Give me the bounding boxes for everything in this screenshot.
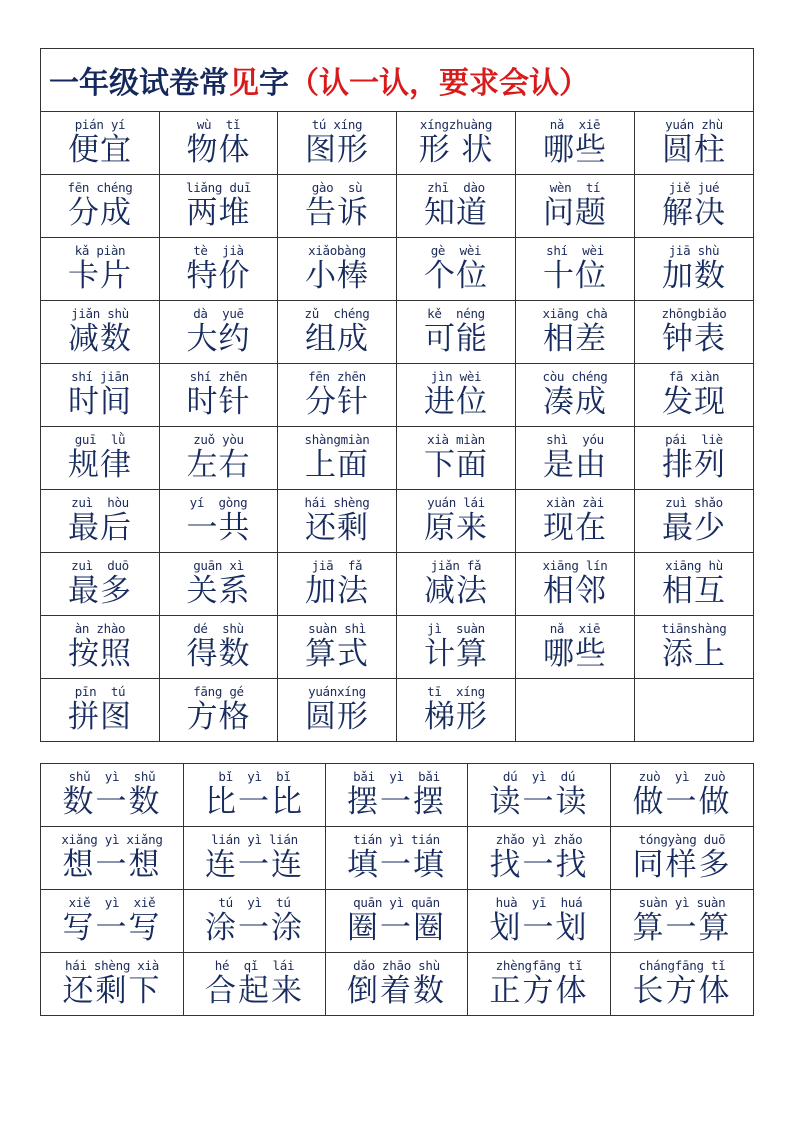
- pinyin-label: zuì duō: [71, 558, 129, 573]
- table-row: [41, 175, 754, 238]
- hanzi-word: 可能: [424, 321, 488, 357]
- table-row: [41, 827, 754, 890]
- pinyin-label: zuì shǎo: [665, 495, 723, 510]
- word-cell: [41, 616, 160, 679]
- hanzi-word: 数一数: [62, 784, 162, 820]
- word-cell: [635, 238, 754, 301]
- hanzi-word: 一共: [186, 510, 251, 546]
- hanzi-word: 关系: [186, 573, 251, 609]
- word-cell: [278, 553, 397, 616]
- pinyin-label: àn zhào: [74, 621, 126, 636]
- pinyin-label: wèn tí: [549, 180, 601, 195]
- hanzi-word: 哪些: [543, 636, 607, 672]
- pinyin-label: guān xì: [193, 558, 244, 573]
- word-cell: [397, 175, 516, 238]
- hanzi-word: 倒着数: [347, 973, 446, 1009]
- word-cell: [397, 301, 516, 364]
- pinyin-label: hé qǐ lái: [214, 958, 295, 973]
- word-cell: [41, 301, 160, 364]
- pinyin-label: xiàn zài: [546, 495, 604, 510]
- pinyin-label: shí zhēn: [189, 369, 248, 384]
- pinyin-label: xià miàn: [427, 432, 485, 447]
- hanzi-word: 凑成: [543, 384, 607, 420]
- pinyin-label: shí jiān: [71, 369, 129, 384]
- pinyin-label: jiā fǎ: [311, 558, 363, 573]
- word-cell: [516, 175, 635, 238]
- hanzi-word: 合起来: [205, 973, 304, 1009]
- word-cell: [160, 427, 278, 490]
- hanzi-word: 读一读: [489, 784, 589, 820]
- hanzi-word: 最多: [68, 573, 132, 609]
- word-cell: [397, 553, 516, 616]
- pinyin-label: gè wèi: [430, 243, 482, 258]
- pinyin-label: tiānshàng: [661, 621, 727, 636]
- hanzi-word: 特价: [186, 258, 251, 294]
- word-cell: [278, 112, 397, 175]
- pinyin-label: zhōngbiǎo: [661, 306, 727, 321]
- hanzi-word: 涂一涂: [205, 910, 304, 946]
- hanzi-word: 两堆: [186, 195, 251, 231]
- word-cell: [516, 364, 635, 427]
- pinyin-label: kǎ piàn: [74, 243, 126, 258]
- word-cell: [516, 112, 635, 175]
- title-part-3: 字: [259, 66, 289, 101]
- word-cell: [41, 553, 160, 616]
- word-cell: [635, 301, 754, 364]
- word-cell: [397, 679, 516, 742]
- hanzi-word: 减法: [424, 573, 488, 609]
- word-cell: [160, 490, 278, 553]
- pinyin-label: tè jià: [193, 243, 244, 258]
- pinyin-label: hái shèng xià: [65, 958, 159, 973]
- hanzi-word: 添上: [662, 636, 726, 672]
- vocabulary-table-two-char: [40, 48, 754, 742]
- hanzi-word: 卡片: [68, 258, 132, 294]
- word-cell: [468, 827, 611, 890]
- word-cell: [635, 427, 754, 490]
- hanzi-word: 减数: [68, 321, 132, 357]
- word-cell: [468, 890, 611, 953]
- word-cell: [635, 490, 754, 553]
- pinyin-label: zhǎo yì zhǎo: [495, 832, 583, 847]
- word-cell: [278, 679, 397, 742]
- hanzi-word: 相邻: [543, 573, 607, 609]
- word-cell: [41, 679, 160, 742]
- pinyin-label: quān yì quān: [353, 895, 440, 910]
- vocabulary-table-three-char: [40, 763, 754, 1016]
- hanzi-word: 原来: [424, 510, 488, 546]
- hanzi-word: 圆形: [305, 699, 369, 735]
- hanzi-word: 哪些: [543, 132, 607, 168]
- hanzi-word: 算式: [305, 636, 369, 672]
- hanzi-word: 小棒: [305, 258, 369, 294]
- word-cell: [160, 175, 278, 238]
- pinyin-label: yí gòng: [189, 495, 248, 510]
- hanzi-word: 最少: [662, 510, 726, 546]
- hanzi-word: 问题: [543, 195, 607, 231]
- word-cell: [184, 764, 326, 827]
- pinyin-label: jiā shù: [668, 243, 720, 258]
- hanzi-word: 圆柱: [662, 132, 726, 168]
- hanzi-word: 计算: [424, 636, 488, 672]
- word-cell: [516, 553, 635, 616]
- table-row: [41, 616, 754, 679]
- hanzi-word: 相互: [662, 573, 726, 609]
- pinyin-label: xiǎobàng: [308, 243, 366, 258]
- word-cell: [41, 890, 184, 953]
- pinyin-label: xíngzhuàng: [419, 117, 493, 132]
- hanzi-word: 长方体: [632, 973, 732, 1009]
- pinyin-label: shàngmiàn: [304, 432, 370, 447]
- pinyin-label: nǎ xiē: [549, 621, 601, 636]
- hanzi-word: 加法: [305, 573, 369, 609]
- word-cell: [278, 175, 397, 238]
- word-cell: [41, 112, 160, 175]
- hanzi-word: 划一划: [489, 910, 589, 946]
- word-cell: [41, 364, 160, 427]
- pinyin-label: zuì hòu: [71, 495, 129, 510]
- hanzi-word: 同样多: [632, 847, 732, 883]
- hanzi-word: 填一填: [347, 847, 446, 883]
- word-cell: [160, 301, 278, 364]
- word-cell: [41, 175, 160, 238]
- hanzi-word: 最后: [68, 510, 132, 546]
- pinyin-label: tī xíng: [427, 684, 485, 699]
- hanzi-word: 还剩: [305, 510, 369, 546]
- pinyin-label: xiāng lín: [542, 558, 608, 573]
- hanzi-word: 左右: [186, 447, 251, 483]
- hanzi-word: 图形: [305, 132, 369, 168]
- title-part-2: 见: [229, 66, 259, 101]
- hanzi-word: 解决: [662, 195, 726, 231]
- word-cell: [516, 238, 635, 301]
- table-row: [41, 112, 754, 175]
- hanzi-word: 钟表: [662, 321, 726, 357]
- word-cell: [326, 764, 468, 827]
- pinyin-label: fāng gé: [193, 684, 244, 699]
- word-cell: [184, 890, 326, 953]
- word-cell: [635, 364, 754, 427]
- table-row: [41, 364, 754, 427]
- pinyin-label: shǔ yì shǔ: [68, 769, 156, 784]
- word-cell: [397, 616, 516, 679]
- pinyin-label: xiāng hù: [665, 558, 723, 573]
- hanzi-word: 发现: [662, 384, 726, 420]
- hanzi-word: 时针: [186, 384, 251, 420]
- pinyin-label: zuǒ yòu: [193, 432, 244, 447]
- word-cell: [326, 890, 468, 953]
- hanzi-word: 分针: [305, 384, 369, 420]
- hanzi-word: 得数: [186, 636, 251, 672]
- pinyin-label: bǎi yì bǎi: [353, 769, 440, 784]
- pinyin-label: dú yì dú: [502, 769, 576, 784]
- pinyin-label: chángfāng tǐ: [638, 958, 726, 973]
- hanzi-word: 还剩下: [62, 973, 162, 1009]
- word-cell: [184, 827, 326, 890]
- hanzi-word: 算一算: [632, 910, 732, 946]
- hanzi-word: 做一做: [632, 784, 732, 820]
- pinyin-label: guī lǜ: [74, 432, 126, 447]
- pinyin-label: yuán zhù: [665, 117, 723, 132]
- hanzi-word: 写一写: [62, 910, 162, 946]
- word-cell: [160, 238, 278, 301]
- hanzi-word: 现在: [543, 510, 607, 546]
- pinyin-label: jì suàn: [427, 621, 485, 636]
- word-cell: [278, 364, 397, 427]
- word-cell: [278, 427, 397, 490]
- word-cell: [160, 616, 278, 679]
- hanzi-word: 排列: [662, 447, 726, 483]
- hanzi-word: 正方体: [489, 973, 589, 1009]
- pinyin-label: suàn shì: [308, 621, 366, 636]
- hanzi-word: 告诉: [305, 195, 369, 231]
- pinyin-label: zǔ chéng: [304, 306, 370, 321]
- hanzi-word: 分成: [68, 195, 132, 231]
- word-cell: [278, 490, 397, 553]
- pinyin-label: tú xíng: [311, 117, 363, 132]
- hanzi-word: 连一连: [205, 847, 304, 883]
- pinyin-label: bǐ yì bǐ: [218, 769, 291, 784]
- pinyin-label: hái shèng: [304, 495, 370, 510]
- word-cell: [326, 827, 468, 890]
- hanzi-word: 相差: [543, 321, 607, 357]
- pinyin-label: kě néng: [427, 306, 485, 321]
- pinyin-label: suàn yì suàn: [638, 895, 726, 910]
- table-row: [41, 890, 754, 953]
- hanzi-word: 按照: [68, 636, 132, 672]
- hanzi-word: 梯形: [424, 699, 488, 735]
- pinyin-label: huà yī huá: [495, 895, 583, 910]
- pinyin-label: jìn wèi: [430, 369, 482, 384]
- word-cell: [278, 301, 397, 364]
- hanzi-word: 组成: [305, 321, 369, 357]
- word-cell: [160, 112, 278, 175]
- word-cell: [468, 764, 611, 827]
- word-cell: [611, 827, 754, 890]
- hanzi-word: 便宜: [68, 132, 132, 168]
- word-cell: [516, 490, 635, 553]
- pinyin-label: xiāng chà: [542, 306, 608, 321]
- pinyin-label: yuán lái: [427, 495, 485, 510]
- hanzi-word: 知道: [424, 195, 488, 231]
- hanzi-word: 物体: [186, 132, 251, 168]
- title-instruction: （认一认，要求会认）: [289, 66, 589, 101]
- pinyin-label: pái liè: [665, 432, 723, 447]
- pinyin-label: xiě yì xiě: [68, 895, 156, 910]
- hanzi-word: 个位: [424, 258, 488, 294]
- word-cell: [160, 364, 278, 427]
- word-cell: [41, 427, 160, 490]
- word-cell: [635, 679, 754, 742]
- hanzi-word: 方格: [186, 699, 251, 735]
- pinyin-label: dǎo zhāo shù: [353, 958, 440, 973]
- word-cell: [326, 953, 468, 1016]
- hanzi-word: 下面: [424, 447, 488, 483]
- word-cell: [611, 953, 754, 1016]
- table-row: [41, 427, 754, 490]
- word-cell: [468, 953, 611, 1016]
- table-row: [41, 490, 754, 553]
- pinyin-label: jiǎn shù: [71, 306, 129, 321]
- word-cell: [397, 364, 516, 427]
- word-cell: [611, 890, 754, 953]
- hanzi-word: 加数: [662, 258, 726, 294]
- hanzi-word: 进位: [424, 384, 488, 420]
- pinyin-label: nǎ xiē: [549, 117, 601, 132]
- pinyin-label: tián yì tián: [353, 832, 440, 847]
- word-cell: [635, 175, 754, 238]
- table2-body: [41, 764, 754, 1016]
- pinyin-label: xiǎng yì xiǎng: [61, 832, 163, 847]
- table1-body: [41, 112, 754, 742]
- word-cell: [41, 953, 184, 1016]
- hanzi-word: 摆一摆: [347, 784, 446, 820]
- pinyin-label: wù tǐ: [196, 117, 241, 132]
- word-cell: [635, 553, 754, 616]
- pinyin-label: jiě jué: [668, 180, 720, 195]
- pinyin-label: zuò yì zuò: [638, 769, 726, 784]
- title-row: [41, 49, 754, 112]
- hanzi-word: 大约: [186, 321, 251, 357]
- table-row: [41, 301, 754, 364]
- table-row: [41, 553, 754, 616]
- hanzi-word: 形 状: [418, 132, 494, 168]
- pinyin-label: còu chéng: [542, 369, 608, 384]
- title-part-1: 一年级试卷常: [49, 66, 229, 101]
- table-row: [41, 679, 754, 742]
- word-cell: [184, 953, 326, 1016]
- word-cell: [516, 616, 635, 679]
- pinyin-label: dé shù: [193, 621, 244, 636]
- table-row: [41, 764, 754, 827]
- pinyin-label: tóngyàng duō: [638, 832, 726, 847]
- hanzi-word: 比一比: [205, 784, 304, 820]
- hanzi-word: 找一找: [489, 847, 589, 883]
- word-cell: [635, 112, 754, 175]
- pinyin-label: pīn tú: [74, 684, 126, 699]
- hanzi-word: 十位: [543, 258, 607, 294]
- word-cell: [516, 427, 635, 490]
- pinyin-label: jiǎn fǎ: [430, 558, 482, 573]
- pinyin-label: shì yóu: [546, 432, 604, 447]
- word-cell: [516, 679, 635, 742]
- pinyin-label: pián yí: [74, 117, 126, 132]
- pinyin-label: zhī dào: [427, 180, 485, 195]
- word-cell: [516, 301, 635, 364]
- word-cell: [635, 616, 754, 679]
- page-title: [41, 49, 754, 112]
- hanzi-word: 拼图: [68, 699, 132, 735]
- pinyin-label: dà yuē: [193, 306, 244, 321]
- hanzi-word: 规律: [68, 447, 132, 483]
- pinyin-label: fēn chéng: [67, 180, 133, 195]
- hanzi-word: 上面: [305, 447, 369, 483]
- word-cell: [397, 238, 516, 301]
- hanzi-word: 时间: [68, 384, 132, 420]
- pinyin-label: zhèngfāng tǐ: [495, 958, 583, 973]
- word-cell: [278, 238, 397, 301]
- word-cell: [41, 490, 160, 553]
- word-cell: [41, 764, 184, 827]
- pinyin-label: lián yì lián: [211, 832, 298, 847]
- pinyin-label: liǎng duī: [185, 180, 252, 195]
- word-cell: [397, 490, 516, 553]
- pinyin-label: yuánxíng: [308, 684, 366, 699]
- word-cell: [397, 112, 516, 175]
- pinyin-label: fēn zhēn: [308, 369, 366, 384]
- word-cell: [611, 764, 754, 827]
- table-row: [41, 953, 754, 1016]
- word-cell: [278, 616, 397, 679]
- pinyin-label: tú yì tú: [218, 895, 291, 910]
- hanzi-word: 圈一圈: [347, 910, 446, 946]
- hanzi-word: 想一想: [62, 847, 162, 883]
- word-cell: [397, 427, 516, 490]
- word-cell: [160, 679, 278, 742]
- word-cell: [41, 827, 184, 890]
- word-cell: [41, 238, 160, 301]
- pinyin-label: gào sù: [311, 180, 363, 195]
- pinyin-label: shí wèi: [546, 243, 604, 258]
- pinyin-label: fā xiàn: [668, 369, 720, 384]
- word-cell: [160, 553, 278, 616]
- table-row: [41, 238, 754, 301]
- hanzi-word: 是由: [543, 447, 607, 483]
